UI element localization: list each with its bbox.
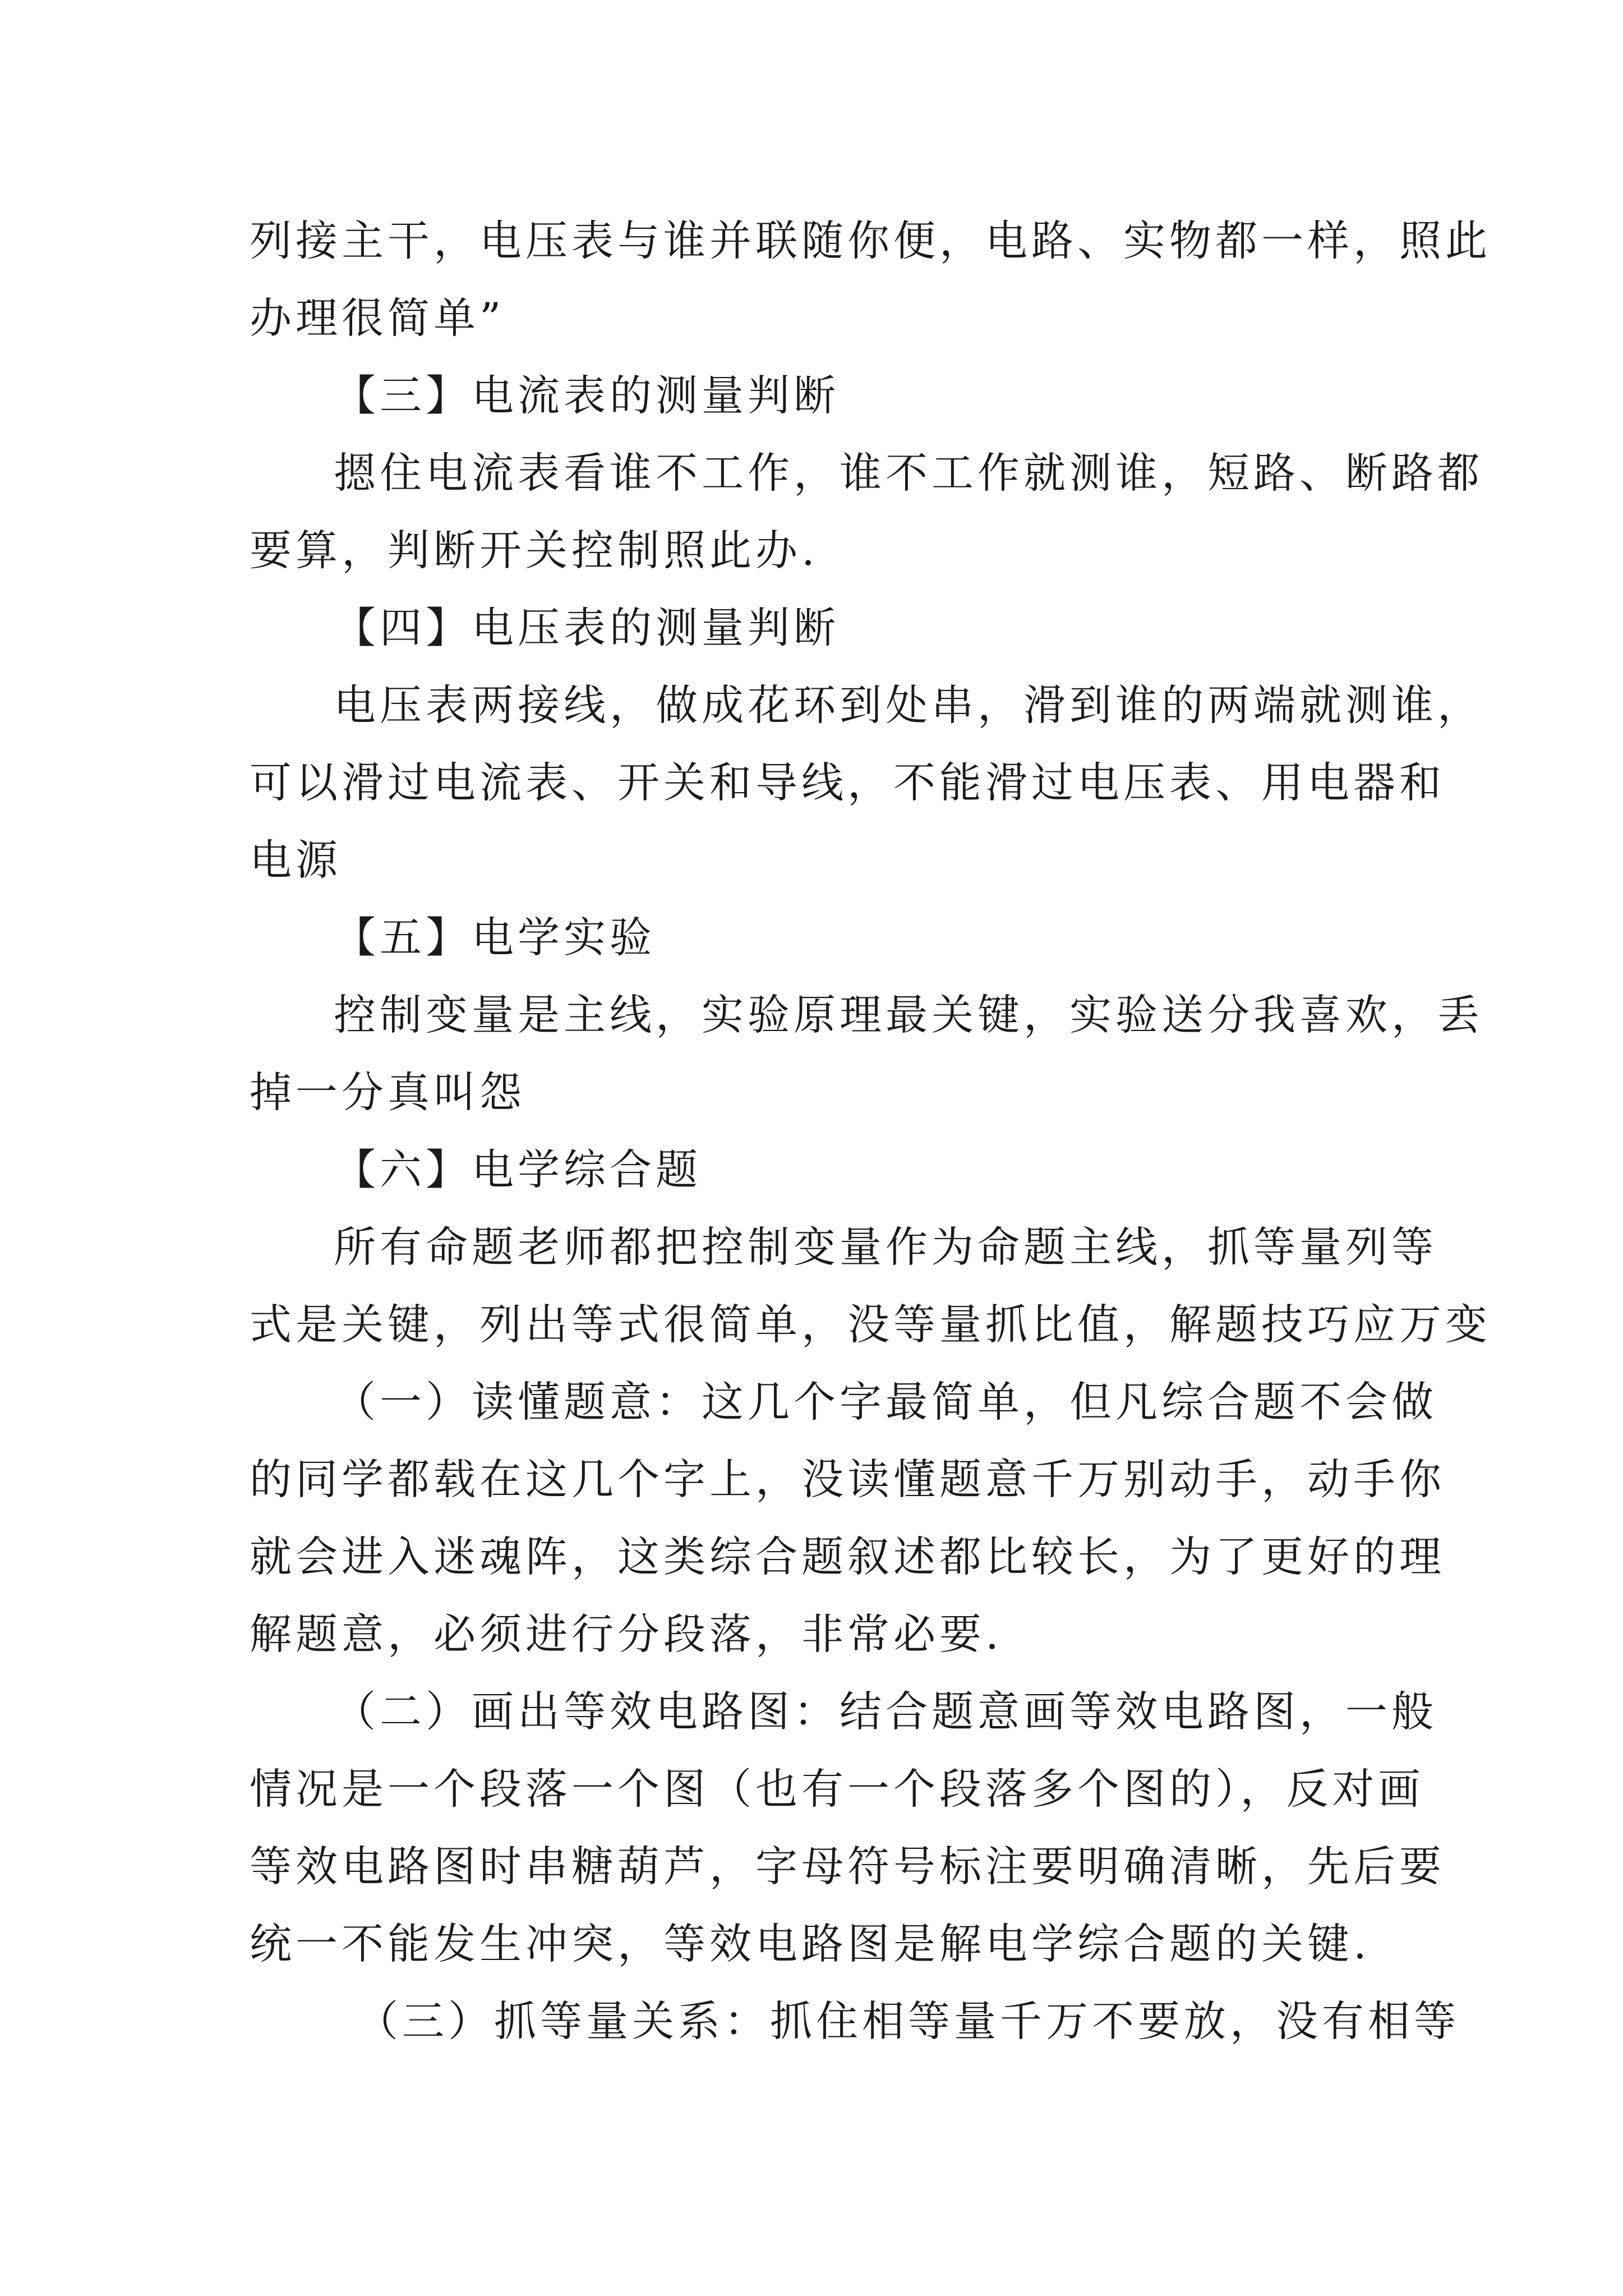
text-line: 等效电路图时串糖葫芦，字母符号标注要明确清晰，先后要 bbox=[250, 1842, 1446, 1891]
text-line: 可以滑过电流表、开关和导线，不能滑过电压表、用电器和 bbox=[250, 758, 1446, 807]
text-line: 掉一分真叫怨 bbox=[250, 1068, 526, 1117]
text-line: 统一不能发生冲突，等效电路图是解电学综合题的关键. bbox=[250, 1919, 1371, 1968]
text-line: 办理很简单” bbox=[250, 293, 505, 343]
text-line: 摁住电流表看谁不工作，谁不工作就测谁，短路、断路都 bbox=[334, 448, 1484, 498]
section-heading: 【四】电压表的测量判断 bbox=[334, 603, 840, 652]
text-line: 所有命题老师都把控制变量作为命题主线，抓等量列等 bbox=[334, 1222, 1438, 1272]
document-body bbox=[250, 202, 1492, 2060]
text-line: 电压表两接线，做成花环到处串，滑到谁的两端就测谁， bbox=[334, 680, 1484, 730]
text-line: 的同学都载在这几个字上，没读懂题意千万别动手，动手你 bbox=[250, 1455, 1446, 1504]
text-line: 就会进入迷魂阵，这类综合题叙述都比较长，为了更好的理 bbox=[250, 1532, 1446, 1581]
text-line: 情况是一个段落一个图（也有一个段落多个图的），反对画 bbox=[250, 1764, 1424, 1814]
text-line: 式是关键，列出等式很简单，没等量抓比值，解题技巧应万变 bbox=[250, 1300, 1492, 1349]
text-line: 要算，判断开关控制照此办. bbox=[250, 526, 819, 575]
text-line: 列接主干，电压表与谁并联随你便，电路、实物都一样，照此 bbox=[250, 216, 1492, 265]
text-line: 控制变量是主线，实验原理最关键，实验送分我喜欢，丢 bbox=[334, 990, 1484, 1039]
text-line: （一）读懂题意：这几个字最简单，但凡综合题不会做 bbox=[334, 1377, 1438, 1427]
text-line: （二）画出等效电路图：结合题意画等效电路图，一般 bbox=[334, 1687, 1438, 1736]
section-heading: 【三】电流表的测量判断 bbox=[334, 371, 840, 420]
section-heading: 【五】电学实验 bbox=[334, 913, 656, 962]
text-line: 解题意，必须进行分段落，非常必要. bbox=[250, 1609, 1003, 1659]
text-line: （三）抓等量关系：抓住相等量千万不要放，没有相等 bbox=[356, 1996, 1460, 2046]
section-heading: 【六】电学综合题 bbox=[334, 1145, 702, 1194]
text-line: 电源 bbox=[250, 835, 342, 885]
